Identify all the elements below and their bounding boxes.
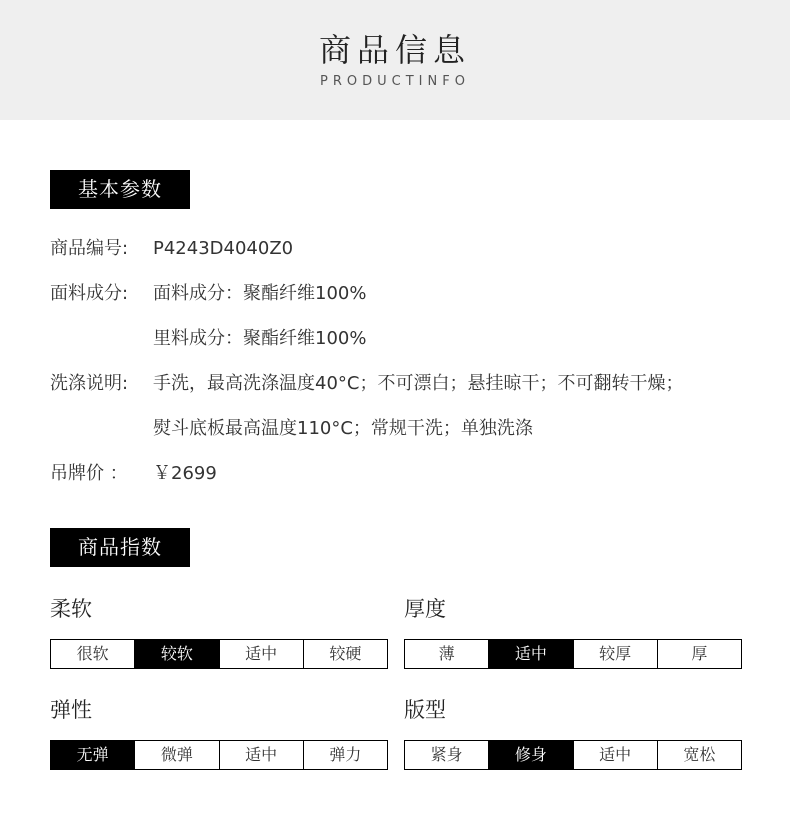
- scale-option: 紧身: [430, 745, 463, 764]
- param-label: 面料成分:: [50, 283, 129, 304]
- param-row-code: [50, 236, 293, 262]
- param-value: P4243D4040Z0: [153, 238, 294, 259]
- scale-option-selected: 修身: [488, 741, 572, 769]
- scale-option: 弹力: [303, 741, 387, 769]
- product-index-tag: 商品指数: [50, 528, 190, 567]
- scale-option: 较硬: [303, 640, 387, 668]
- scale-thickness: [404, 639, 742, 669]
- param-row-washing-cont: [153, 416, 533, 442]
- basic-params-tag: 基本参数: [50, 170, 190, 209]
- page-subtitle: PRODUCTINFO: [320, 74, 470, 89]
- scale-option-selected: 适中: [488, 640, 572, 668]
- metric-title-thickness: 厚度: [404, 597, 446, 621]
- scale-fit: [404, 740, 742, 770]
- scale-option: 很软: [76, 644, 109, 663]
- metric-title-softness: 柔软: [50, 597, 92, 621]
- scale-softness: [50, 639, 388, 669]
- param-value: 手洗，最高洗涤温度40°C；不可漂白；悬挂晾干；不可翻转干燥；: [153, 373, 684, 394]
- param-row-fabric: [50, 281, 366, 307]
- scale-option: 适中: [219, 741, 303, 769]
- scale-option: 薄: [438, 644, 455, 663]
- scale-option: 适中: [573, 741, 657, 769]
- param-row-washing: [50, 371, 683, 397]
- param-label: 洗涤说明:: [50, 373, 129, 394]
- scale-option: 微弹: [134, 741, 218, 769]
- param-label: 商品编号:: [50, 238, 129, 259]
- param-row-price: [50, 461, 217, 487]
- param-value: ￥2699: [153, 463, 217, 484]
- scale-option: 宽松: [657, 741, 741, 769]
- page-header: [0, 0, 790, 120]
- param-label: 吊牌价 ：: [50, 463, 128, 484]
- scale-option: 厚: [657, 640, 741, 668]
- param-value: 面料成分：聚酯纤维100%: [153, 283, 367, 304]
- metric-title-fit: 版型: [404, 698, 446, 722]
- scale-option: 较厚: [573, 640, 657, 668]
- scale-option-selected: 较软: [134, 640, 218, 668]
- scale-option: 适中: [219, 640, 303, 668]
- param-value: 里料成分：聚酯纤维100%: [153, 328, 367, 349]
- param-value: 熨斗底板最高温度110°C；常规干洗；单独洗涤: [153, 418, 533, 439]
- metric-title-elasticity: 弹性: [50, 698, 92, 722]
- param-row-lining: [153, 326, 366, 352]
- scale-elasticity: [50, 740, 388, 770]
- scale-option-selected: 无弹: [51, 741, 134, 769]
- page-title: 商品信息: [318, 31, 471, 69]
